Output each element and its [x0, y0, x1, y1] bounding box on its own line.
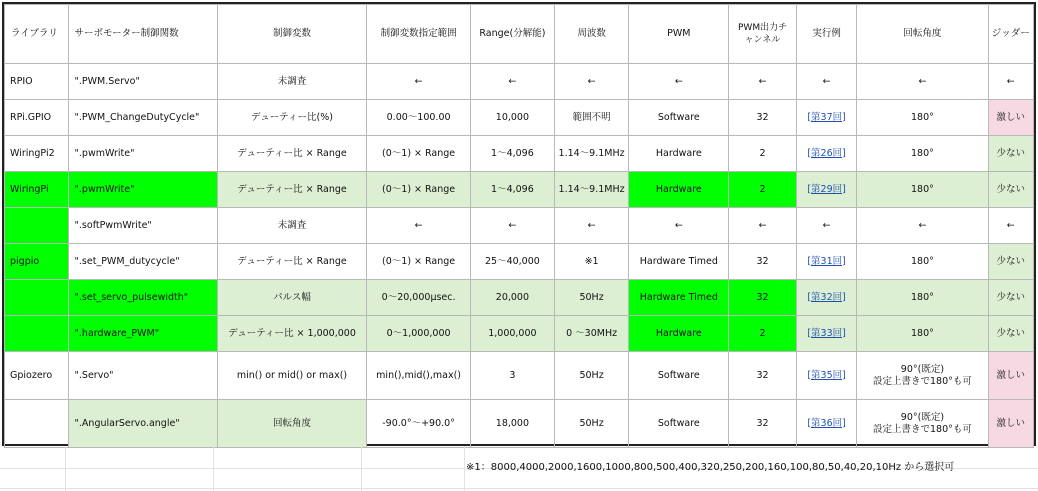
cell-channels: ← — [729, 64, 797, 100]
cell-resolution: 3 — [471, 352, 555, 400]
cell-angle: ← — [857, 208, 988, 244]
angle-default: 90°(既定) — [900, 363, 945, 375]
cell-example — [796, 136, 857, 172]
angle-override-note: 設定上書きで180°も可 — [872, 423, 972, 435]
cell-pwm: Software — [629, 400, 729, 448]
cell-control-variable: min() or mid() or max() — [217, 352, 366, 400]
cell-channels: 2 — [729, 316, 797, 352]
cell-pwm: Software — [629, 100, 729, 136]
cell-function: ".PWM.Servo" — [68, 64, 217, 100]
cell-function: ".AngularServo.angle" — [68, 400, 217, 448]
cell-angle: ← — [857, 64, 988, 100]
cell-resolution: 1～4,096 — [471, 136, 555, 172]
cell-frequency: 50Hz — [554, 352, 629, 400]
cell-pwm: Hardware — [629, 172, 729, 208]
cell-function: ".set_PWM_dutycycle" — [68, 244, 217, 280]
cell-channels: 32 — [729, 100, 797, 136]
cell-angle: 180° — [857, 316, 988, 352]
cell-function: ".hardware_PWM" — [68, 316, 217, 352]
cell-library: WiringPi — [5, 172, 69, 208]
cell-example — [796, 400, 857, 448]
table-row — [5, 208, 1034, 244]
cell-channels: 32 — [729, 244, 797, 280]
header-pwm-channels-label: PWM出力チャンネル — [738, 23, 788, 45]
cell-channels: ← — [729, 208, 797, 244]
footnote: ※1：8000,4000,2000,1600,1000,800,500,400,320,250,200,160,100,80,50,40,20,10Hz から選択可 — [466, 462, 955, 473]
cell-jitter: 少ない — [988, 280, 1034, 316]
cell-resolution: 10,000 — [471, 100, 555, 136]
cell-frequency: 1.14～9.1MHz — [554, 136, 629, 172]
header-pwm-channels — [729, 5, 797, 64]
cell-control-variable: 回転角度 — [217, 400, 366, 448]
cell-example — [796, 172, 857, 208]
cell-frequency: 50Hz — [554, 400, 629, 448]
cell-pwm: Hardware Timed — [629, 280, 729, 316]
sheet-gridline — [0, 488, 1038, 489]
cell-angle: 180° — [857, 100, 988, 136]
cell-function: ".pwmWrite" — [68, 172, 217, 208]
cell-control-variable: デューティー比 × 1,000,000 — [217, 316, 366, 352]
table-row — [5, 244, 1034, 280]
cell-angle: 180° — [857, 172, 988, 208]
cell-example — [796, 316, 857, 352]
cell-frequency: ← — [554, 64, 629, 100]
cell-angle — [857, 352, 988, 400]
header-row — [5, 5, 1034, 64]
cell-library — [5, 400, 69, 448]
cell-jitter: ← — [988, 208, 1034, 244]
cell-control-variable: デューティー比(%) — [217, 100, 366, 136]
cell-example: ← — [796, 208, 857, 244]
cell-resolution: 20,000 — [471, 280, 555, 316]
cell-jitter: 激しい — [988, 400, 1034, 448]
header-library: ライブラリ — [5, 5, 69, 64]
cell-example: ← — [796, 64, 857, 100]
cell-library — [5, 208, 69, 244]
table-row — [5, 64, 1034, 100]
cell-pwm: Hardware — [629, 136, 729, 172]
table-row — [5, 280, 1034, 316]
cell-library — [5, 316, 69, 352]
header-control-variable: 制御変数 — [217, 5, 366, 64]
sheet-gridline — [65, 446, 66, 491]
comparison-table-frame — [2, 2, 1036, 446]
cell-pwm: Software — [629, 352, 729, 400]
angle-default: 90°(既定) — [900, 411, 945, 423]
header-jitter: ジッダー — [988, 5, 1034, 64]
sheet-gridline — [213, 446, 214, 491]
angle-override-note: 設定上書きで180°も可 — [872, 375, 972, 387]
cell-control-variable: 未調査 — [217, 208, 366, 244]
cell-library: pigpio — [5, 244, 69, 280]
cell-channels: 32 — [729, 352, 797, 400]
cell-resolution: 18,000 — [471, 400, 555, 448]
example-link[interactable]: [第36回] — [807, 417, 846, 429]
cell-control-variable: 未調査 — [217, 64, 366, 100]
cell-variable-range: 0.00～100.00 — [367, 100, 471, 136]
cell-variable-range: (0～1) × Range — [367, 244, 471, 280]
cell-control-variable: パルス幅 — [217, 280, 366, 316]
cell-angle: 180° — [857, 136, 988, 172]
cell-jitter: 激しい — [988, 352, 1034, 400]
cell-channels: 2 — [729, 136, 797, 172]
cell-variable-range: 0～1,000,000 — [367, 316, 471, 352]
header-resolution: Range(分解能) — [471, 5, 555, 64]
header-pwm: PWM — [629, 5, 729, 64]
example-link[interactable]: [第33回] — [807, 327, 846, 339]
cell-jitter: ← — [988, 64, 1034, 100]
cell-frequency: 50Hz — [554, 280, 629, 316]
cell-library: RPIO — [5, 64, 69, 100]
cell-variable-range: ← — [367, 64, 471, 100]
cell-angle: 180° — [857, 244, 988, 280]
cell-function: ".set_servo_pulsewidth" — [68, 280, 217, 316]
table-row — [5, 100, 1034, 136]
table-row — [5, 136, 1034, 172]
cell-frequency: 範囲不明 — [554, 100, 629, 136]
cell-example — [796, 352, 857, 400]
table-row — [5, 352, 1034, 400]
header-function: サーボモーター制御関数 — [68, 5, 217, 64]
example-link[interactable]: [第26回] — [807, 147, 846, 159]
cell-frequency: ← — [554, 208, 629, 244]
cell-function: ".softPwmWrite" — [68, 208, 217, 244]
cell-function: ".PWM_ChangeDutyCycle" — [68, 100, 217, 136]
cell-jitter: 少ない — [988, 172, 1034, 208]
header-example: 実行例 — [796, 5, 857, 64]
example-link[interactable]: [第37回] — [807, 111, 846, 123]
cell-variable-range: 0～20,000μsec. — [367, 280, 471, 316]
cell-function: ".Servo" — [68, 352, 217, 400]
cell-control-variable: デューティー比 × Range — [217, 244, 366, 280]
cell-pwm: Hardware Timed — [629, 244, 729, 280]
cell-variable-range: (0～1) × Range — [367, 136, 471, 172]
cell-library: RPi.GPIO — [5, 100, 69, 136]
example-link[interactable]: [第32回] — [807, 291, 846, 303]
cell-library: Gpiozero — [5, 352, 69, 400]
example-link[interactable]: [第35回] — [807, 369, 846, 381]
cell-channels: 32 — [729, 400, 797, 448]
servo-library-comparison-table — [4, 4, 1034, 448]
cell-variable-range: min(),mid(),max() — [367, 352, 471, 400]
cell-control-variable: デューティー比 × Range — [217, 172, 366, 208]
cell-example — [796, 244, 857, 280]
example-link[interactable]: [第31回] — [807, 255, 846, 267]
cell-frequency: ※1 — [554, 244, 629, 280]
cell-variable-range: (0～1) × Range — [367, 172, 471, 208]
cell-variable-range: ← — [367, 208, 471, 244]
cell-example — [796, 280, 857, 316]
cell-library: WiringPi2 — [5, 136, 69, 172]
cell-angle — [857, 400, 988, 448]
cell-pwm: Hardware — [629, 316, 729, 352]
cell-angle: 180° — [857, 280, 988, 316]
header-rotation-angle: 回転角度 — [857, 5, 988, 64]
cell-jitter: 少ない — [988, 244, 1034, 280]
cell-jitter: 少ない — [988, 316, 1034, 352]
cell-frequency: 1.14～9.1MHz — [554, 172, 629, 208]
cell-control-variable: デューティー比 × Range — [217, 136, 366, 172]
cell-library — [5, 280, 69, 316]
cell-resolution: 25～40,000 — [471, 244, 555, 280]
cell-resolution: 1,000,000 — [471, 316, 555, 352]
cell-resolution: ← — [471, 208, 555, 244]
table-row — [5, 400, 1034, 448]
cell-resolution: ← — [471, 64, 555, 100]
cell-jitter: 激しい — [988, 100, 1034, 136]
cell-pwm: ← — [629, 208, 729, 244]
cell-pwm: ← — [629, 64, 729, 100]
sheet-gridline — [464, 446, 465, 491]
table-row — [5, 172, 1034, 208]
cell-example — [796, 100, 857, 136]
cell-channels: 2 — [729, 172, 797, 208]
header-frequency: 周波数 — [554, 5, 629, 64]
cell-resolution: 1～4,096 — [471, 172, 555, 208]
cell-variable-range: -90.0°～+90.0° — [367, 400, 471, 448]
cell-frequency: 0 ～30MHz — [554, 316, 629, 352]
sheet-gridline — [361, 446, 362, 491]
cell-channels: 32 — [729, 280, 797, 316]
cell-jitter: 少ない — [988, 136, 1034, 172]
example-link[interactable]: [第29回] — [807, 183, 846, 195]
table-row — [5, 316, 1034, 352]
header-variable-range: 制御変数指定範囲 — [367, 5, 471, 64]
cell-function: ".pwmWrite" — [68, 136, 217, 172]
